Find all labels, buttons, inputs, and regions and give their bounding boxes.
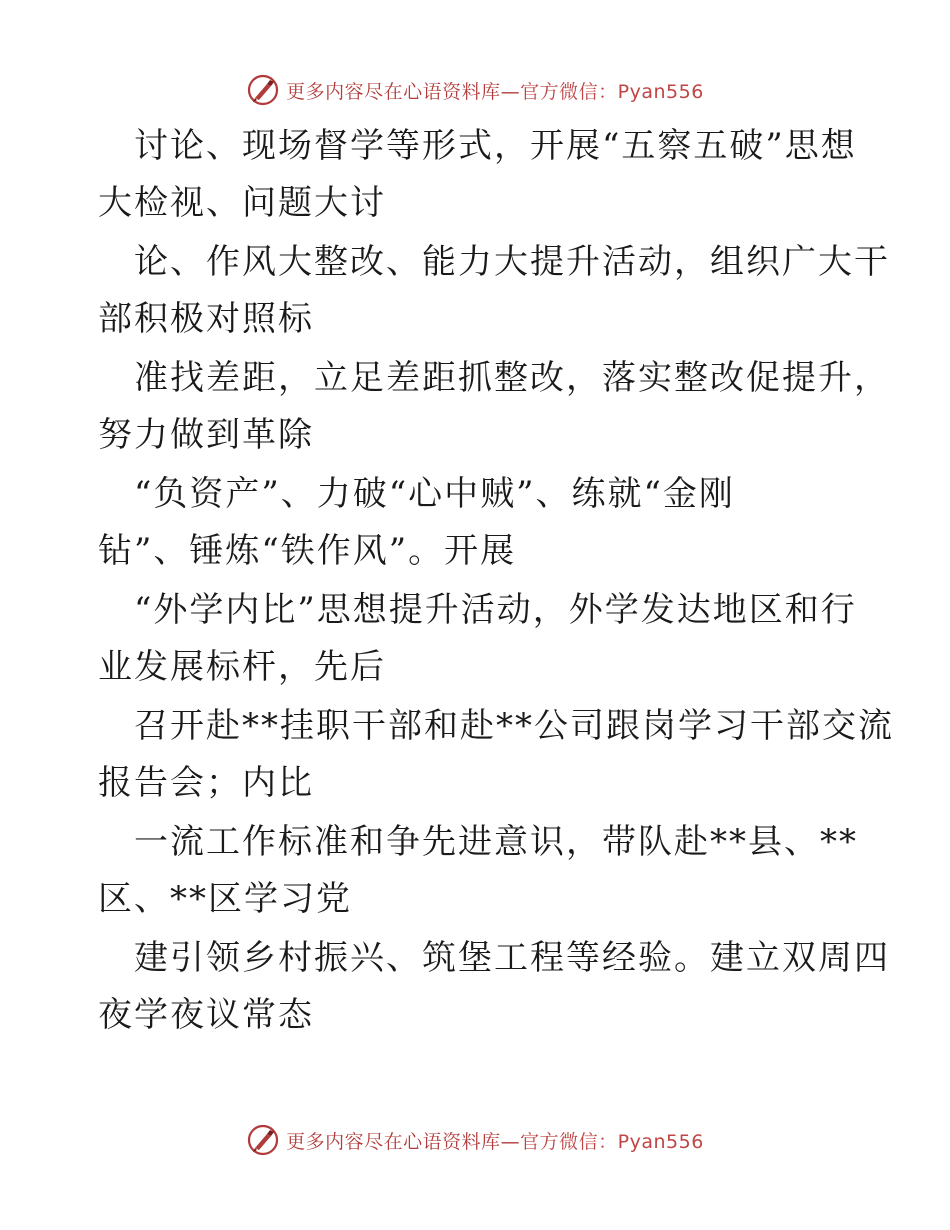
header-banner — [0, 70, 950, 110]
header-banner-text — [286, 77, 704, 104]
paragraph — [98, 814, 858, 928]
paragraph-line: 区、**区学习党 — [98, 879, 352, 919]
pen-logo-icon — [246, 73, 280, 107]
paragraph-line: 部积极对照标 — [98, 299, 314, 339]
paragraph-line: “外学内比”思想提升活动，外学发达地区和行 — [134, 590, 857, 630]
header-site-name: 更多内容尽在心语资料库 — [286, 80, 501, 103]
footer-separator: — — [500, 1130, 521, 1153]
header-separator: — — [500, 80, 521, 103]
paragraph-line: 准找差距，立足差距抓整改，落实整改促提升， — [134, 358, 890, 398]
footer-contact: 官方微信：Pyan556 — [520, 1130, 704, 1153]
paragraph-line: 业发展标杆，先后 — [98, 647, 386, 687]
paragraph — [98, 582, 858, 696]
paragraph — [98, 466, 858, 580]
paragraph — [98, 350, 890, 464]
header-contact: 官方微信：Pyan556 — [520, 80, 704, 103]
paragraph — [98, 234, 890, 348]
footer-banner-text — [286, 1127, 704, 1154]
paragraph — [98, 930, 890, 1044]
footer-banner — [0, 1120, 950, 1160]
paragraph-line: 建引领乡村振兴、筑堡工程等经验。建立双周四 — [134, 938, 890, 978]
paragraph-line: 一流工作标准和争先进意识，带队赴**县、** — [134, 822, 858, 862]
paragraph-line: 论、作风大整改、能力大提升活动，组织广大干 — [134, 242, 890, 282]
paragraph-line: “负资产”、力破“心中贼”、练就“金刚 — [134, 474, 735, 514]
document-body — [98, 118, 894, 1046]
paragraph — [98, 698, 894, 812]
footer-site-name: 更多内容尽在心语资料库 — [286, 1130, 501, 1153]
paragraph — [98, 118, 858, 232]
paragraph-line: 夜学夜议常态 — [98, 995, 314, 1035]
pen-logo-icon — [246, 1123, 280, 1157]
paragraph-line: 钻”、锤炼“铁作风”。开展 — [98, 531, 517, 571]
paragraph-line: 讨论、现场督学等形式，开展“五察五破”思想 — [134, 126, 857, 166]
paragraph-line: 大检视、问题大讨 — [98, 183, 386, 223]
paragraph-line: 报告会；内比 — [98, 763, 314, 803]
paragraph-line: 召开赴**挂职干部和赴**公司跟岗学习干部交流 — [134, 706, 894, 746]
paragraph-line: 努力做到革除 — [98, 415, 314, 455]
